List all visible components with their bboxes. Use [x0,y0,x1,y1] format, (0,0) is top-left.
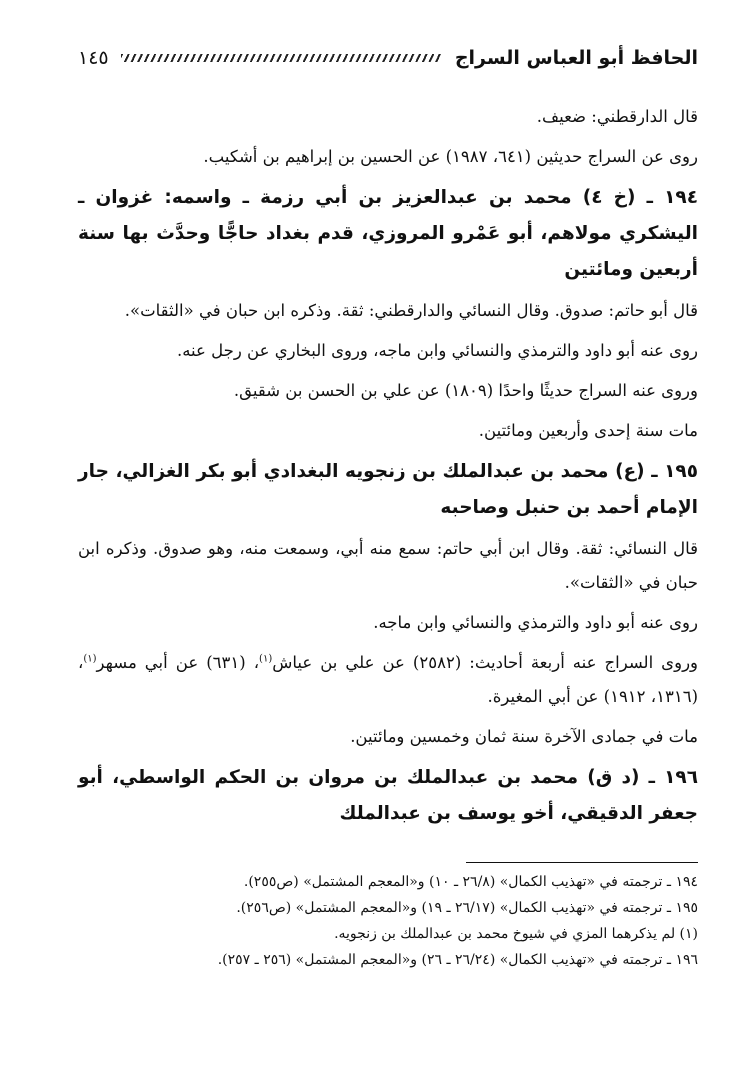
paragraph: قال أبو حاتم: صدوق. وقال النسائي والدارقطني: ثقة. وذكره ابن حبان في «الثقات». [124,301,698,320]
entry-heading-194: ١٩٤ ـ (خ ٤) محمد بن عبدالعزيز بن أبي رزمة ـ واسمه: غزوان ـ اليشكري مولاهم، أبو عَمْرو المروزي، قدم بغداد حاجًّا وحدَّث بها سنة أربعين ومائتين [78,187,699,280]
paragraph: وروى عنه السراج حديثًا واحدًا (١٨٠٩) عن علي بن الحسن بن شقيق. [233,381,698,400]
paragraph: روى عنه أبو داود والترمذي والنسائي وابن ماجه. [373,613,698,632]
paragraph-with-footnote-refs [78,646,698,714]
footnote: ١٩٤ ـ ترجمته في «تهذيب الكمال» (٢٦/٨ ـ ١٠) و«المعجم المشتمل» (ص٢٥٥). [243,874,698,890]
page-header [78,38,698,78]
entry-heading-196: ١٩٦ ـ (د ق) محمد بن عبدالملك بن مروان بن الحكم الواسطي، أبو جعفر الدقيقي، أخو يوسف بن عبدالملك [78,767,698,824]
footnote: (١) لم يذكرهما المزي في شيوخ محمد بن عبدالملك بن زنجويه. [334,926,698,942]
text-run: ، (١٣١٦، ١٩١٢) عن أبي المغيرة. [78,653,698,706]
running-title: الحافظ أبو العباس السراج [454,47,698,69]
footnotes [78,869,698,973]
page-body [78,100,698,832]
header-rule [121,54,441,62]
paragraph: روى عن السراج حديثين (٦٤١، ١٩٨٧) عن الحسين بن إبراهيم بن أشكيب. [203,147,698,166]
page-number: ١٤٥ [78,47,109,69]
footnote: ١٩٥ ـ ترجمته في «تهذيب الكمال» (٢٦/١٧ ـ ١٩) و«المعجم المشتمل» (ص٢٥٦). [236,900,698,916]
footnote: ١٩٦ ـ ترجمته في «تهذيب الكمال» (٢٦/٢٤ ـ ٢٦) و«المعجم المشتمل» (٢٥٦ ـ ٢٥٧). [217,952,698,968]
footnote-ref: (١) [83,653,97,665]
paragraph: قال النسائي: ثقة. وقال ابن أبي حاتم: سمع منه أبي، وسمعت منه، وهو صدوق. وذكره ابن حبان في «الثقات». [78,539,698,592]
text-run: وروى السراج عنه أربعة أحاديث: (٢٥٨٢) عن علي بن عياش [272,653,699,672]
paragraph: روى عنه أبو داود والترمذي والنسائي وابن ماجه، وروى البخاري عن رجل عنه. [176,341,698,360]
footnote-separator [466,862,698,863]
book-page [78,38,698,973]
text-run: ، (٦٣١) عن أبي مسهر [96,653,260,672]
paragraph: قال الدارقطني: ضعيف. [536,107,698,126]
paragraph: مات سنة إحدى وأربعين ومائتين. [478,421,698,440]
footnote-ref: (١) [259,653,273,665]
paragraph: مات في جمادى الآخرة سنة ثمان وخمسين ومائتين. [350,727,698,746]
entry-heading-195: ١٩٥ ـ (ع) محمد بن عبدالملك بن زنجويه البغدادي أبو بكر الغزالي، جار الإمام أحمد بن حنبل وصاحبه [78,461,698,518]
